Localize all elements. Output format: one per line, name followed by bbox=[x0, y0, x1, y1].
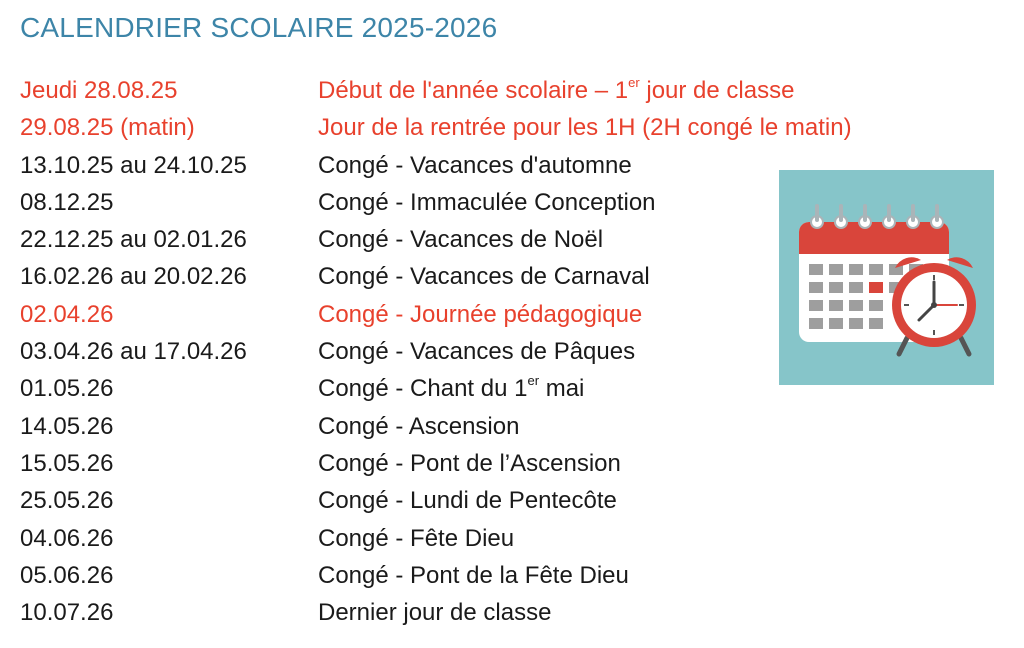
entry-event: Congé - Vacances de Pâques bbox=[318, 338, 636, 366]
entry-date: 13.10.25 au 24.10.25 bbox=[20, 151, 247, 179]
list-item bbox=[20, 370, 852, 407]
entry-date: 04.06.26 bbox=[20, 524, 114, 552]
list-item bbox=[20, 482, 852, 519]
entry-event: Congé - Lundi de Pentecôte bbox=[318, 487, 617, 515]
list-item bbox=[20, 258, 852, 295]
list-item bbox=[20, 333, 852, 370]
entry-date: 03.04.26 au 17.04.26 bbox=[20, 338, 247, 366]
list-item bbox=[20, 221, 852, 258]
entry-event: Congé - Vacances de Carnaval bbox=[318, 263, 650, 291]
entry-date: 25.05.26 bbox=[20, 487, 114, 515]
entry-event: Congé - Vacances d'automne bbox=[318, 151, 632, 179]
entry-event: Dernier jour de classe bbox=[318, 599, 552, 627]
list-item bbox=[20, 72, 852, 109]
page-title: CALENDRIER SCOLAIRE 2025-2026 bbox=[20, 12, 498, 43]
entry-date: 01.05.26 bbox=[20, 375, 114, 403]
entry-date: 08.12.25 bbox=[20, 188, 114, 216]
entry-event: Jour de la rentrée pour les 1H (2H congé le matin) bbox=[318, 114, 852, 142]
list-item bbox=[20, 408, 852, 445]
entry-event: Congé - Chant du 1er mai bbox=[318, 373, 585, 403]
list-item bbox=[20, 520, 852, 557]
entry-event: Congé - Journée pédagogique bbox=[318, 300, 643, 328]
list-item bbox=[20, 594, 852, 631]
entry-event: Congé - Vacances de Noël bbox=[318, 226, 604, 254]
entry-event: Congé - Fête Dieu bbox=[318, 524, 515, 552]
calendar-list bbox=[20, 72, 852, 631]
list-item bbox=[20, 109, 852, 146]
calendar-alarm-clock-icon bbox=[779, 170, 994, 385]
entry-event: Début de l'année scolaire – 1er jour de classe bbox=[318, 75, 795, 104]
list-item bbox=[20, 557, 852, 594]
entry-date: 16.02.26 au 20.02.26 bbox=[20, 263, 247, 291]
list-item bbox=[20, 445, 852, 482]
entry-date: 14.05.26 bbox=[20, 412, 114, 440]
list-item bbox=[20, 184, 852, 221]
entry-event: Congé - Pont de la Fête Dieu bbox=[318, 561, 629, 589]
entry-date: 15.05.26 bbox=[20, 449, 114, 477]
entry-date: 29.08.25 (matin) bbox=[20, 114, 195, 142]
entry-event: Congé - Pont de l’Ascension bbox=[318, 449, 621, 477]
entry-event: Congé - Ascension bbox=[318, 412, 520, 440]
calendar-icon bbox=[779, 170, 994, 385]
entry-date: 10.07.26 bbox=[20, 599, 114, 627]
entry-event: Congé - Immaculée Conception bbox=[318, 188, 656, 216]
entry-date: 22.12.25 au 02.01.26 bbox=[20, 226, 247, 254]
entry-date: 05.06.26 bbox=[20, 561, 114, 589]
entry-date: Jeudi 28.08.25 bbox=[20, 77, 178, 104]
list-item bbox=[20, 147, 852, 184]
entry-date: 02.04.26 bbox=[20, 300, 114, 328]
list-item bbox=[20, 296, 852, 333]
